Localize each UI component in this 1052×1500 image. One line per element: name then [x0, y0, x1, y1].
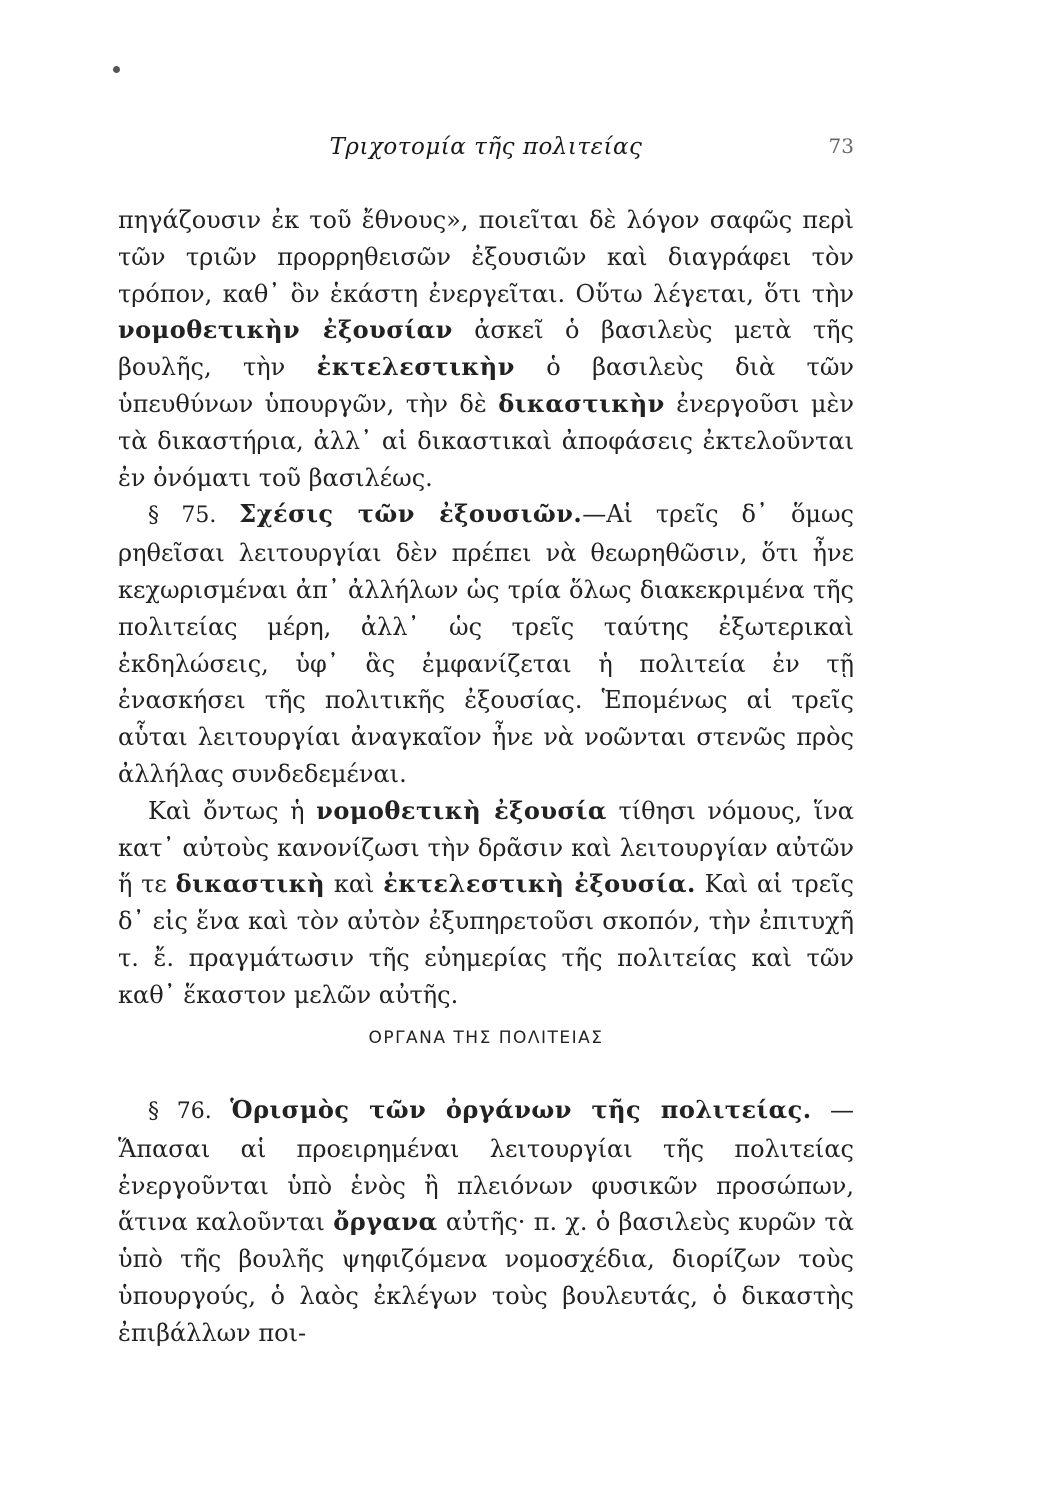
term-judicial: δικαστικὴν	[498, 388, 665, 418]
section-75-paragraph	[118, 496, 854, 792]
paragraph-1-text-c: ὁ βασιλεὺς διὰ τῶν ὑπευθύνων ὑπουργῶν, τὴν δὲ	[118, 353, 854, 418]
term-judicial-2: δικαστικὴ	[175, 869, 326, 899]
section-75-title: Σχέσις τῶν ἐξουσιῶν.	[239, 499, 583, 529]
section-76-text-a: — Ἅπασαι αἱ προειρημέναι λειτουργίαι τῆς πολιτείας ἐνεργοῦνται ὑπὸ ἑνὸς ἢ πλειόνων φυσικῶν προσώπων, ἅτινα καλοῦνται	[118, 1096, 854, 1237]
body-text-bottom	[118, 1092, 854, 1352]
paragraph-2-text-c: καὶ	[325, 870, 384, 899]
paragraph-2-text-d: Καὶ αἱ τρεῖς δ᾿ εἰς ἕνα καὶ τὸν αὐτὸν ἐξυπηρετοῦσι σκοπόν, τὴν ἐπιτυχῆ τ. ἔ. πραγμάτωσιν τῆς εὐημερίας τῆς πολιτείας καὶ τῶν καθ᾿ ἕκαστον μελῶν αὐτῆς.	[118, 870, 854, 1009]
body-text-top	[118, 202, 854, 1014]
section-76-marker: § 76.	[148, 1099, 212, 1124]
chapter-heading: ΟΡΓΑΝΑ ΤΗΣ ΠΟΛΙΤΕΙΑΣ	[368, 1028, 604, 1048]
section-75-marker: § 75.	[148, 503, 217, 529]
paragraph-2-text-a: Καὶ ὄντως ἡ	[148, 796, 317, 825]
paragraph-1	[118, 202, 854, 496]
section-76-text-b: αὐτῆς· π. χ. ὁ βασιλεὺς κυρῶν τὰ ὑπὸ τῆς βουλῆς ψηφιζόμενα νομοσχέδια, διορίζων τοὺς ὑπουργούς, ὁ λαὸς ἐκλέγων τοὺς βουλευτάς, ὁ δικαστὴς ἐπιβάλλων ποι-	[118, 1208, 855, 1347]
paragraph-2-text-b: τίθησι νόμους, ἵνα κατ᾿ αὐτοὺς κανονίζωσι τὴν δρᾶσιν καὶ λειτουργίαν αὐτῶν ἥ τε	[118, 796, 854, 899]
term-executive: ἐκτελεστικὴν	[316, 352, 515, 382]
section-76-paragraph	[118, 1092, 854, 1352]
paragraph-1-text-b: ἀσκεῖ ὁ βασιλεὺς μετὰ τῆς βουλῆς, τὴν	[118, 316, 854, 382]
page-header	[118, 128, 854, 172]
term-legislative-power-2: νομοθετικὴ ἐξουσία	[316, 795, 607, 825]
section-76-title: Ὁρισμὸς τῶν ὀργάνων τῆς πολιτείας.	[230, 1095, 812, 1124]
term-executive-power-2: ἐκτελεστικὴ ἐξουσία.	[383, 869, 696, 899]
running-title: Τριχοτομία τῆς πολιτείας	[329, 134, 643, 160]
term-organs: ὄργανα	[333, 1207, 438, 1237]
term-legislative-power: νομοθετικὴν ἐξουσίαν	[118, 315, 453, 345]
ink-speck	[113, 66, 120, 73]
paragraph-1-text-a: πηγάζουσιν ἐκ τοῦ ἔθνους», ποιεῖται δὲ λόγον σαφῶς περὶ τῶν τριῶν προρρηθεισῶν ἐξουσιῶν καὶ διαγράφει τὸν τρόπον, καθ᾿ ὃν ἑκάστη ἐνεργεῖται. Οὕτω λέγεται, ὅτι τὴν	[118, 206, 854, 308]
page-number: 73	[828, 134, 854, 158]
paragraph-1-text-d: ἐνεργοῦσι μὲν τὰ δικαστήρια, ἀλλ᾿ αἱ δικαστικαὶ ἀποφάσεις ἐκτελοῦνται ἐν ὀνόματι τοῦ βασιλέως.	[118, 389, 854, 492]
paragraph-2	[118, 793, 854, 1014]
section-75-text: —Αἱ τρεῖς δ᾿ ὅμως ρηθεῖσαι λειτουργίαι δὲν πρέπει νὰ θεωρηθῶσιν, ὅτι ἦνε κεχωρισμέναι ἀπ᾿ ἀλλήλων ὡς τρία ὅλως διακεκριμένα τῆς πολιτείας μέρη, ἀλλ᾿ ὡς τρεῖς ταύτης ἐξωτερικαὶ ἐκδηλώσεις, ὑφ᾿ ἃς ἐμφανίζεται ἡ πολιτεία ἐν τῇ ἐνασκήσει τῆς πολιτικῆς ἐξουσίας. Ἑπομένως αἱ τρεῖς αὗται λειτουργίαι ἀναγκαῖον ἦνε νὰ νοῶνται στενῶς πρὸς ἀλλήλας συνδεδεμέναι.	[118, 500, 854, 788]
